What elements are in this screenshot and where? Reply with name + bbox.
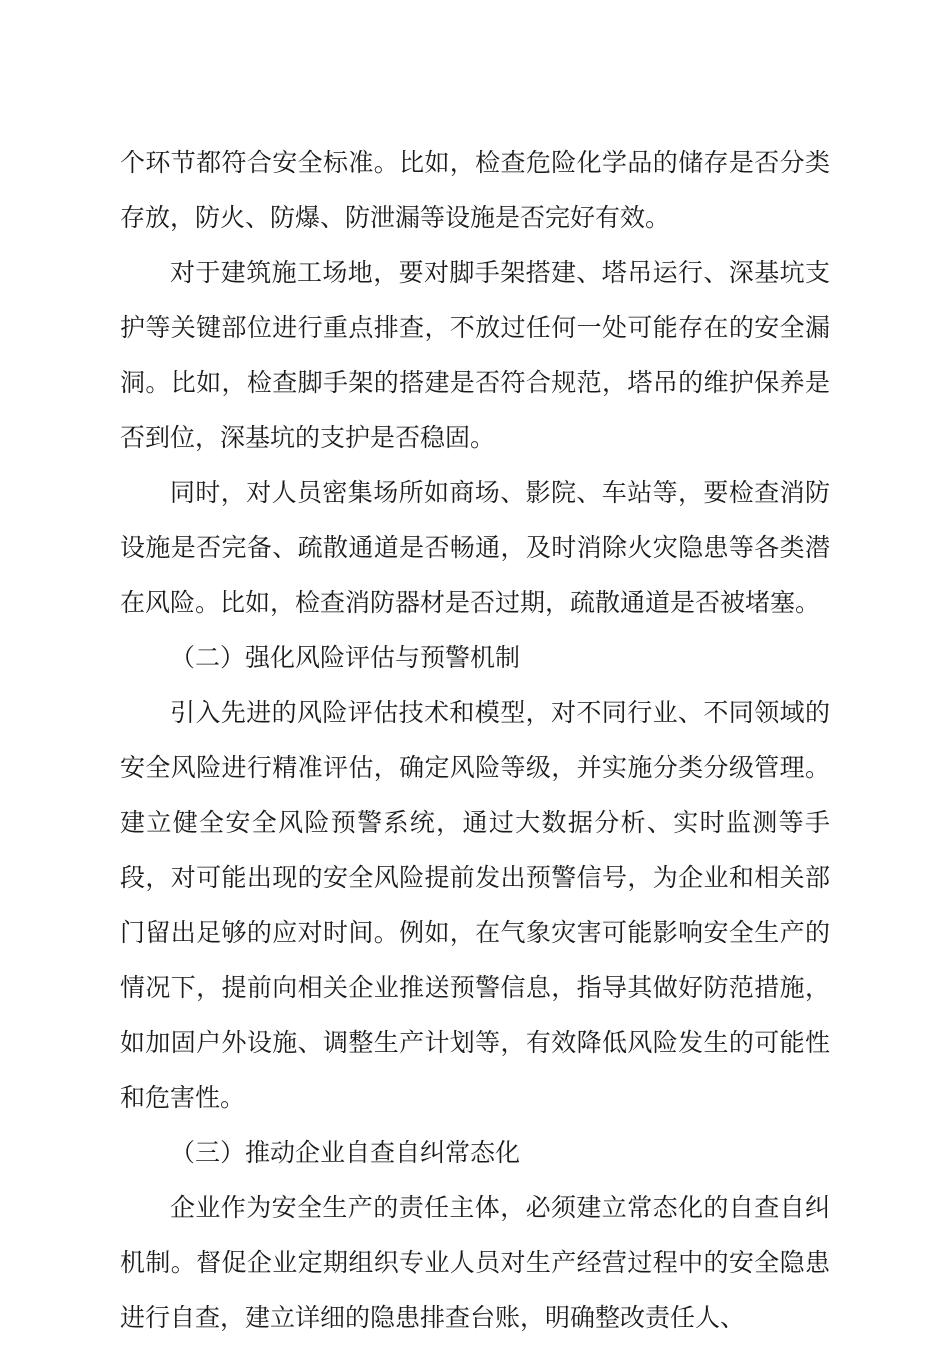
paragraph-crowded-places: 同时，对人员密集场所如商场、影院、车站等，要检查消防设施是否完备、疏散通道是否畅通，及时消除火灾隐患等各类潜在风险。比如，检查消防器材是否过期，疏散通道是否被堵塞。	[120, 478, 830, 617]
section-heading-risk-assessment: （二）强化风险评估与预警机制	[170, 643, 521, 672]
section-heading-self-inspection: （三）推动企业自查自纠常态化	[170, 1138, 521, 1167]
paragraph-construction-sites: 对于建筑施工场地，要对脚手架搭建、塔吊运行、深基坑支护等关键部位进行重点排查，不放过任何一处可能存在的安全漏洞。比如，检查脚手架的搭建是否符合规范，塔吊的维护保养是否到位，深基坑的支护是否稳固。	[120, 258, 830, 452]
document-body	[120, 135, 830, 1345]
paragraph-risk-assessment: 引入先进的风险评估技术和模型，对不同行业、不同领域的安全风险进行精准评估，确定风险等级，并实施分类分级管理。建立健全安全风险预警系统，通过大数据分析、实时监测等手段，对可能出现的安全风险提前发出预警信号，为企业和相关部门留出足够的应对时间。例如，在气象灾害可能影响安全生产的情况下，提前向相关企业推送预警信息，指导其做好防范措施，如加固户外设施、调整生产计划等，有效降低风险发生的可能性和危害性。	[120, 698, 830, 1112]
paragraph-continued: 个环节都符合安全标准。比如，检查危险化学品的储存是否分类存放，防火、防爆、防泄漏等设施是否完好有效。	[120, 148, 830, 232]
paragraph-self-inspection: 企业作为安全生产的责任主体，必须建立常态化的自查自纠机制。督促企业定期组织专业人员对生产经营过程中的安全隐患进行自查，建立详细的隐患排查台账，明确整改责任人、	[120, 1193, 830, 1332]
